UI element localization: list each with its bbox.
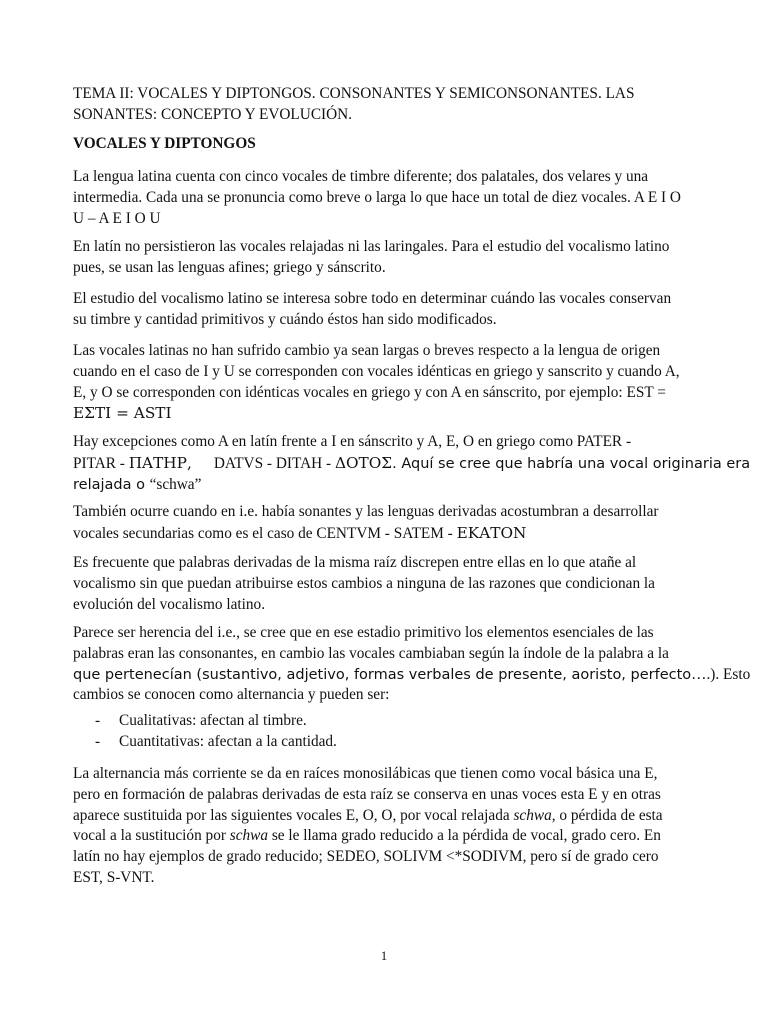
greek-word: ΠΑΤΗΡ, bbox=[128, 453, 192, 472]
text-run: . Aquí se cree que habría una vocal originaria era bbox=[392, 455, 751, 472]
text-line: palabras eran las consonantes, en cambio las vocales cambiaban según la índole de la palabra a la bbox=[73, 644, 669, 662]
page-number: 1 bbox=[380, 949, 388, 963]
text-line bbox=[73, 826, 703, 847]
list-item bbox=[73, 711, 703, 732]
text-run: DATVS - bbox=[213, 454, 276, 472]
text-run: vocales secundarias como es el caso de CENTVM - SATEM - bbox=[73, 524, 457, 542]
text-line: cuando en el caso de I y U se corresponden con vocales idénticas en griego y sanscrito y cuando A, bbox=[73, 362, 680, 380]
text-run: aparece sustituida por las siguientes vocales E, O, O, por vocal relajada bbox=[73, 806, 514, 824]
text-run: PITAR - bbox=[73, 454, 129, 472]
text-line bbox=[73, 523, 703, 545]
list-item-text: Cuantitativas: afectan a la cantidad. bbox=[119, 732, 337, 750]
paragraph bbox=[73, 623, 751, 706]
text-run: “schwa” bbox=[149, 475, 202, 493]
title-line: SONANTES: CONCEPTO Y EVOLUCIÓN. bbox=[73, 105, 353, 123]
text-line: Hay excepciones como A en latín frente a I en sánscrito y A, E, O en griego como PATER - bbox=[73, 433, 632, 450]
paragraph bbox=[73, 502, 703, 545]
text-line: su timbre y cantidad primitivos y cuándo éstos han sido modificados. bbox=[73, 310, 497, 328]
text-run: que pertenecían (sustantivo, adjetivo, formas verbales de presente, aoristo, perfecto bbox=[73, 666, 692, 683]
list-item-text: Cualitativas: afectan al timbre. bbox=[119, 712, 307, 729]
text-line: Es frecuente que palabras derivadas de la misma raíz discrepen entre ellas en lo que atañe al bbox=[73, 554, 637, 571]
text-run: relajada o bbox=[73, 476, 150, 493]
italic-term: schwa bbox=[229, 827, 269, 845]
text-line bbox=[73, 665, 751, 686]
list-dash: - bbox=[95, 712, 101, 729]
paragraph bbox=[73, 237, 703, 279]
paragraph bbox=[73, 553, 703, 615]
paragraph bbox=[73, 432, 751, 495]
title-line: TEMA II: VOCALES Y DIPTONGOS. CONSONANTES Y SEMICONSONANTES. LAS bbox=[73, 85, 635, 102]
text-line: pero en formación de palabras derivadas de esta raíz se conserva en unas voces esta E y en otras bbox=[73, 785, 661, 803]
paragraph bbox=[73, 341, 703, 424]
paragraph bbox=[73, 764, 703, 889]
text-line: pues, se usan las lenguas afines; griego y sánscrito. bbox=[73, 258, 386, 276]
text-line: E, y O se corresponden con idénticas vocales en griego y con A en sánscrito, por ejemplo: EST = bbox=[73, 383, 666, 401]
text-line: ΕΣΤΙ = ASTI bbox=[73, 404, 172, 423]
text-run: o pérdida de esta bbox=[555, 806, 663, 824]
text-run: se le llama grado reducido a la pérdida de vocal, grado cero. En bbox=[268, 827, 661, 845]
text-line: cambios se conocen como alternancia y pueden ser: bbox=[73, 686, 390, 704]
text-line: latín no hay ejemplos de grado reducido; SEDEO, SOLIVM <*SODIVM, pero sí de grado cero bbox=[73, 848, 659, 866]
text-line: Parece ser herencia del i.e., se cree que en ese estadio primitivo los elementos esenciales de las bbox=[73, 624, 654, 641]
paragraph bbox=[73, 167, 703, 229]
italic-term: schwa, bbox=[513, 806, 556, 824]
text-line bbox=[73, 806, 703, 827]
text-line: EST, S-VNT. bbox=[73, 868, 155, 886]
text-line: evolución del vocalismo latino. bbox=[73, 595, 266, 613]
text-run: DITAH - bbox=[275, 454, 335, 472]
text-run: ….). Esto bbox=[691, 665, 751, 683]
text-line: Las vocales latinas no han sufrido cambio ya sean largas o breves respecto a la lengua de origen bbox=[73, 342, 661, 359]
text-line: También ocurre cuando en i.e. había sonantes y las lenguas derivadas acostumbran a desarrollar bbox=[73, 503, 659, 520]
text-line: La alternancia más corriente se da en raíces monosilábicas que tienen como vocal básica una E, bbox=[73, 765, 658, 782]
text-line: vocalismo sin que puedan atribuirse estos cambios a ninguna de las razones que condicionan la bbox=[73, 574, 655, 592]
bullet-list bbox=[73, 711, 703, 753]
list-dash: - bbox=[95, 732, 101, 750]
text-run: vocal a la sustitución por bbox=[73, 827, 230, 845]
section-heading: VOCALES Y DIPTONGOS bbox=[73, 135, 256, 152]
text-line: La lengua latina cuenta con cinco vocales de timbre diferente; dos palatales, dos velares y una bbox=[73, 168, 649, 185]
greek-word: ΕΚΑΤΟΝ bbox=[456, 523, 527, 542]
paragraph bbox=[73, 289, 703, 331]
text-line bbox=[73, 475, 703, 496]
text-line bbox=[73, 453, 751, 475]
list-item bbox=[73, 732, 703, 753]
text-line: U – A E I O U bbox=[73, 209, 161, 227]
document-title bbox=[73, 84, 703, 126]
greek-word: ΔΟΤΟΣ bbox=[334, 453, 393, 472]
text-line: El estudio del vocalismo latino se interesa sobre todo en determinar cuándo las vocales conservan bbox=[73, 290, 672, 307]
text-line: intermedia. Cada una se pronuncia como breve o larga lo que hace un total de diez vocales. A E I O bbox=[73, 188, 681, 206]
text-line: En latín no persistieron las vocales relajadas ni las laringales. Para el estudio del vocalismo latino bbox=[73, 238, 670, 255]
